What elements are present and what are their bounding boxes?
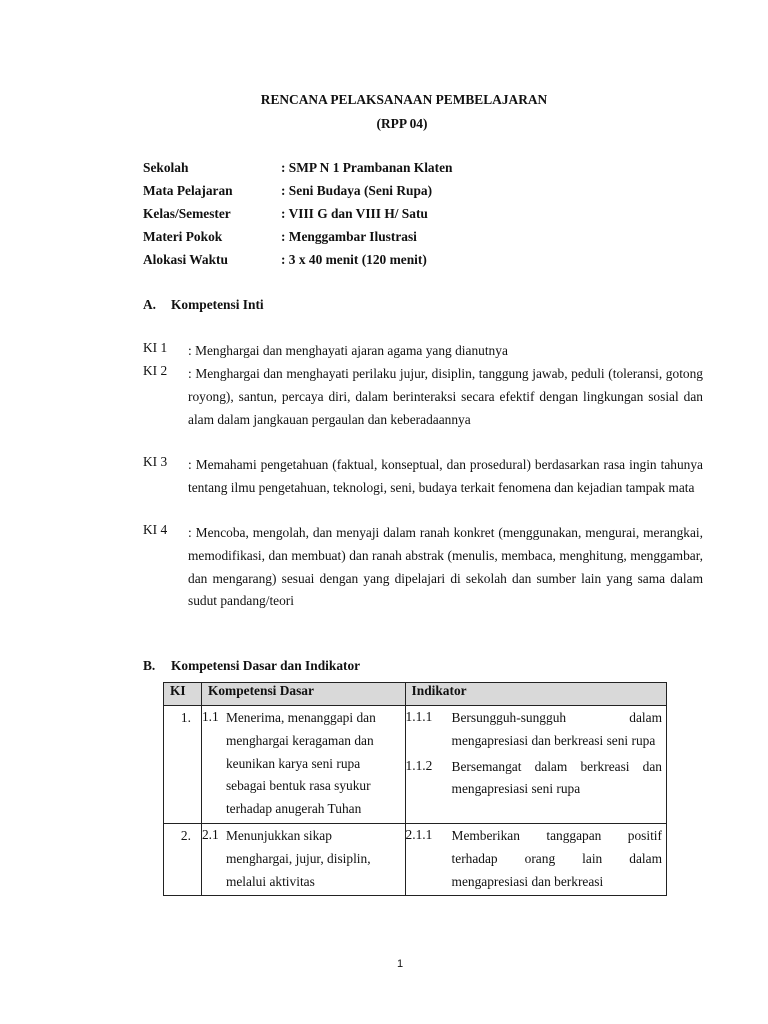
ki-text: : Mencoba, mengolah, dan menyaji dalam ranah konkret (menggunakan, mengurai, merangkai, memodifikasi, dan membuat) dan ranah abstrak (menulis, membaca, menghitung, menggambar, dan mengarang) sesuai dengan yang dipelajari di sekolah dan sumber lain yang sama dalam sudut pandang/teori [188,525,703,609]
ki-text: : Menghargai dan menghayati perilaku jujur, disiplin, tanggung jawab, peduli (toleransi, gotong royong), santun, percaya diri, dalam berinteraksi secara efektif dengan lingkungan sosial dan alam dalam jangkauan pergaulan dan keberadaannya [188,366,703,427]
ki-label: KI 1 [143,340,168,355]
ki-number: 1. [180,710,191,725]
info-value: : SMP N 1 Prambanan Klaten [281,160,453,175]
ki-text: : Memahami pengetahuan (faktual, konseptual, dan prosedural) berdasarkan rasa ingin tahunya tentang ilmu pengetahuan, teknologi, seni, budaya terkait fenomena dan kejadian tampak mata [188,457,703,495]
page-number: 1 [397,958,404,970]
table-header-row [164,683,667,706]
kd-indicator-table [163,682,667,896]
info-row-alokasi-waktu [143,252,643,272]
section-title: Kompetensi Dasar dan Indikator [171,658,361,673]
indicator-entry [406,824,666,895]
info-row-materi-pokok [143,229,643,249]
ki-label: KI 2 [143,363,168,378]
info-label: Sekolah [143,160,189,175]
indicator-code: 1.1.1 [405,709,433,724]
header-ki: KI [164,683,202,706]
info-value: : Seni Budaya (Seni Rupa) [281,183,433,198]
info-row-kelas-semester [143,206,643,226]
info-value: : 3 x 40 menit (120 menit) [281,252,427,267]
info-label: Mata Pelajaran [143,183,233,198]
info-label: Alokasi Waktu [143,252,228,267]
section-a-heading [143,297,264,313]
kd-code: 2.1 [201,826,219,842]
ki-label: KI 3 [143,454,168,469]
header-kd: Kompetensi Dasar [201,683,405,706]
info-label: Materi Pokok [143,229,223,244]
header-indikator: Indikator [405,683,666,706]
kd-entry [202,824,405,895]
indicator-entry [406,706,666,755]
info-row-sekolah [143,160,643,180]
ki-text: : Menghargai dan menghayati ajaran agama yang dianutnya [188,343,508,358]
document-subtitle: (RPP 04) [376,116,428,131]
ki-label: KI 4 [143,522,168,537]
info-row-mata-pelajaran [143,183,643,203]
info-value: : VIII G dan VIII H/ Satu [281,206,428,221]
kd-code: 1.1 [201,709,219,724]
section-title: Kompetensi Inti [171,297,264,312]
kd-entry [202,706,405,823]
indicator-text: Memberikan tanggapan positif terhadap orang lain dalam mengapresiasi dan berkreasi [451,827,662,889]
indicator-entry [406,755,666,804]
indicator-text: Bersungguh-sungguh dalam mengapresiasi dan berkreasi seni rupa [451,710,662,748]
indicator-code: 1.1.2 [405,757,433,773]
section-letter: A. [143,297,157,312]
section-b-heading [143,658,360,674]
section-letter: B. [143,658,156,673]
kd-text: Menunjukkan sikap menghargai, jujur, disiplin, melalui aktivitas [225,827,371,889]
info-label: Kelas/Semester [143,206,231,221]
table-row [164,706,667,824]
indicator-code: 2.1.1 [405,826,433,842]
info-value: : Menggambar Ilustrasi [281,229,417,244]
ki-number: 2. [180,827,191,843]
kd-text: Menerima, menanggapi dan menghargai keragaman dan keunikan karya seni rupa sebagai bentuk rasa syukur terhadap anugerah Tuhan [225,710,376,817]
indicator-text: Bersemangat dalam berkreasi dan mengapresiasi seni rupa [451,758,662,797]
document-title: RENCANA PELAKSANAAN PEMBELAJARAN [260,92,548,107]
table-row [164,823,667,895]
